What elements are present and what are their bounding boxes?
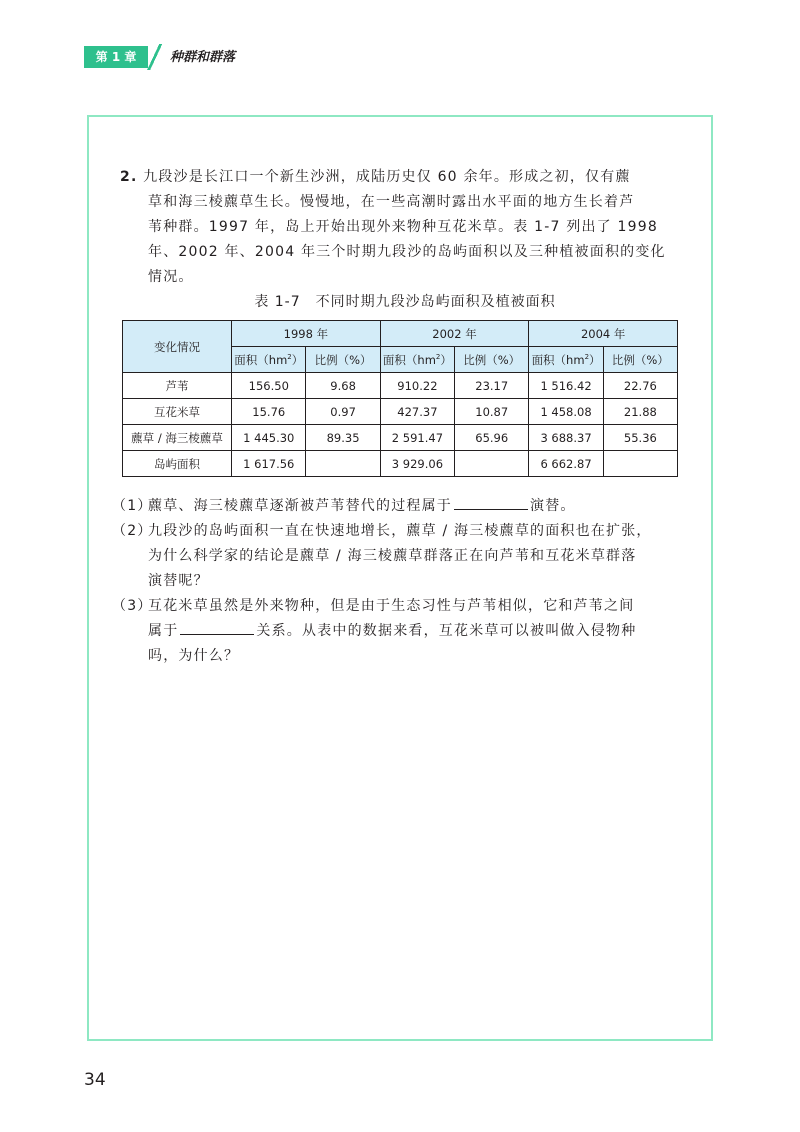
question-2 [120, 165, 690, 290]
sub-question-label: （3） [112, 598, 153, 614]
answer-blank [454, 495, 528, 510]
table-cell: 9.68 [306, 373, 380, 399]
question-line-2: 草和海三棱藨草生长。慢慢地，在一些高潮时露出水平面的地方生长着芦 [148, 194, 635, 210]
question-line-1: 九段沙是长江口一个新生沙洲，成陆历史仅 60 余年。形成之初，仅有藨 [143, 169, 631, 185]
table-cell: 427.37 [380, 399, 454, 425]
sub-question-label: （1） [112, 498, 153, 514]
table-row [123, 425, 678, 451]
table-cell: 3 688.37 [529, 425, 603, 451]
row-label: 藨草 / 海三棱藨草 [123, 425, 232, 451]
answer-blank [180, 620, 254, 635]
chapter-tag: 第 1 章 [84, 46, 148, 68]
table-cell: 910.22 [380, 373, 454, 399]
table-cell: 1 458.08 [529, 399, 603, 425]
question-line-3: 苇种群。1997 年，岛上开始出现外来物种互花米草。表 1-7 列出了 1998 [148, 219, 658, 235]
table-cell: 22.76 [603, 373, 677, 399]
table-cell: 156.50 [232, 373, 306, 399]
table-cell: 6 662.87 [529, 451, 603, 477]
chapter-title: 种群和群落 [170, 50, 236, 65]
table-cell: 1 617.56 [232, 451, 306, 477]
table-corner-header: 变化情况 [123, 321, 232, 373]
table-cell [603, 451, 677, 477]
ratio-header: 比例（%） [455, 347, 529, 373]
area-header: 面积$(hm^2)$ [529, 347, 603, 373]
row-label: 芦苇 [123, 373, 232, 399]
sub-question-1: （1）藨草、海三棱藨草逐渐被芦苇替代的过程属于 演替。 [112, 494, 692, 519]
chapter-slash-decoration [146, 44, 164, 70]
table-row [123, 451, 678, 477]
sub-question-2: （2）九段沙的岛屿面积一直在快速地增长，藨草 / 海三棱藨草的面积也在扩张， 为什么科学家的结论是藨草 / 海三棱藨草群落正在向芦苇和互花米草群落 演替呢？ [112, 519, 692, 594]
table-cell [306, 451, 380, 477]
table-cell: 21.88 [603, 399, 677, 425]
table-cell: 2 591.47 [380, 425, 454, 451]
table-row [123, 373, 678, 399]
year-header-2004: 2004 年 [529, 321, 678, 347]
ratio-header: 比例（%） [603, 347, 677, 373]
area-header: 面积$(hm^2)$ [232, 347, 306, 373]
question-number: 2. [120, 169, 138, 185]
table-cell [455, 451, 529, 477]
ratio-header: 比例（%） [306, 347, 380, 373]
sub-question-label: （2） [112, 523, 153, 539]
table-cell: 23.17 [455, 373, 529, 399]
question-line-4: 年、2002 年、2004 年三个时期九段沙的岛屿面积以及三种植被面积的变化 [148, 244, 666, 260]
table-cell: 1 516.42 [529, 373, 603, 399]
year-header-2002: 2002 年 [380, 321, 529, 347]
chapter-header [84, 46, 324, 70]
table-cell: 89.35 [306, 425, 380, 451]
area-header: 面积$(hm^2)$ [380, 347, 454, 373]
vegetation-area-table [122, 320, 678, 477]
table-row [123, 399, 678, 425]
table-cell: 55.36 [603, 425, 677, 451]
table-cell: 15.76 [232, 399, 306, 425]
table-caption: 表 1-7 不同时期九段沙岛屿面积及植被面积 [254, 294, 556, 310]
table-cell: 65.96 [455, 425, 529, 451]
table-cell: 0.97 [306, 399, 380, 425]
page-number: 34 [84, 1070, 106, 1090]
table-cell: 3 929.06 [380, 451, 454, 477]
sub-question-3: （3）互花米草虽然是外来物种，但是由于生态习性与芦苇相似，它和芦苇之间 属于 关系。从表中的数据来看，互花米草可以被叫做入侵物种 吗，为什么？ [112, 594, 692, 669]
table-cell: 1 445.30 [232, 425, 306, 451]
table-cell: 10.87 [455, 399, 529, 425]
row-label: 岛屿面积 [123, 451, 232, 477]
row-label: 互花米草 [123, 399, 232, 425]
year-header-1998: 1998 年 [232, 321, 381, 347]
question-line-5: 情况。 [148, 269, 194, 285]
